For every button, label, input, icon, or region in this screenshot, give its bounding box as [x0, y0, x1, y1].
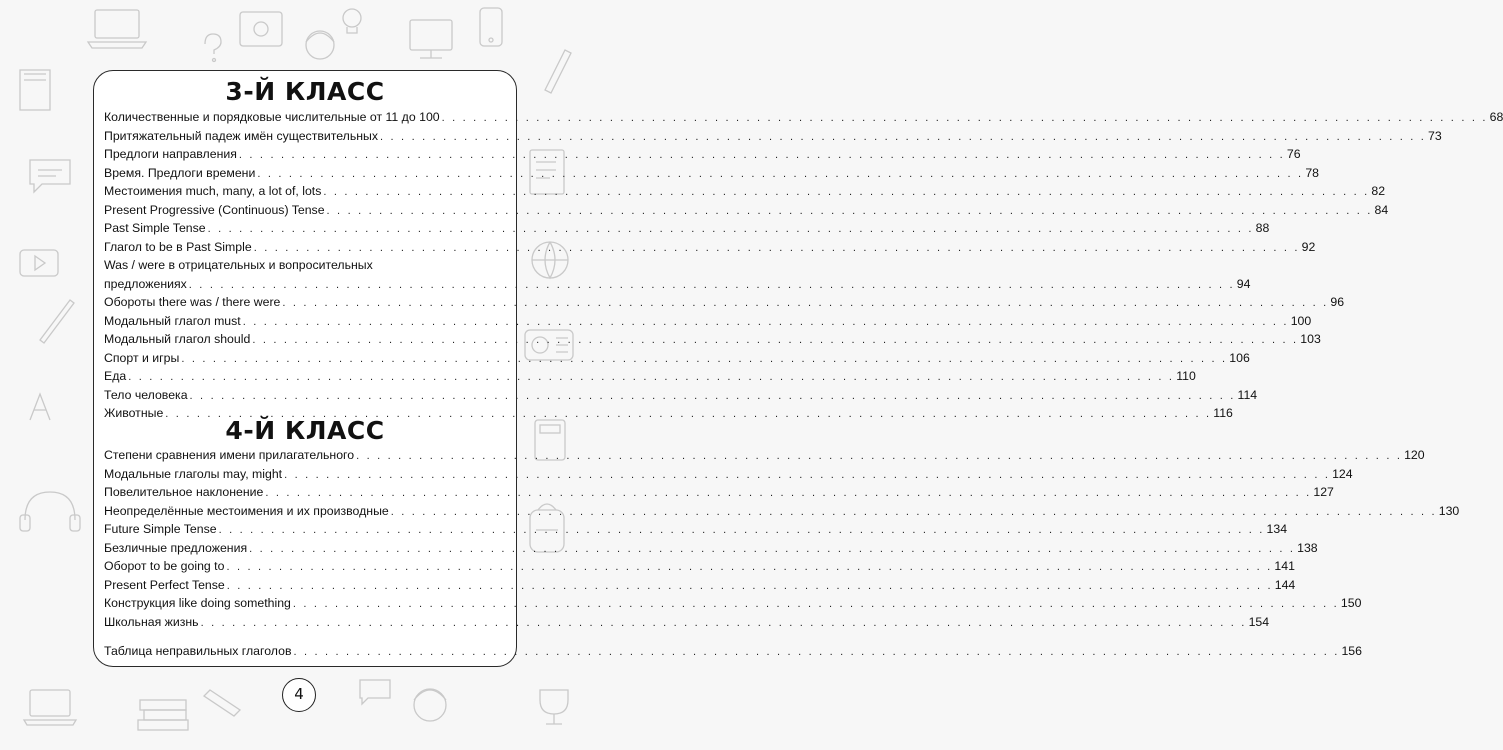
dot-leader	[243, 316, 1289, 328]
dot-leader	[293, 598, 1339, 610]
toc-entry-page: 124	[1332, 466, 1353, 481]
dot-leader	[442, 112, 1488, 124]
toc-entry[interactable]	[104, 276, 1251, 296]
toc-entry-title: Притяжательный падеж имён существительных	[104, 128, 379, 143]
grade3-heading: 3-Й КЛАСС	[225, 77, 385, 106]
student-face-icon	[414, 689, 446, 721]
pencil-icon	[545, 50, 571, 93]
dot-leader	[227, 580, 1273, 592]
dot-leader	[257, 168, 1303, 180]
face-icon	[306, 31, 334, 59]
toc-entry[interactable]	[104, 596, 1362, 615]
toc-entry-page: 138	[1297, 540, 1318, 555]
toc-entry-title: Таблица неправильных глаголов	[104, 644, 292, 658]
toc-entry-title: Present Progressive (Continuous) Tense	[104, 202, 325, 217]
toc-entry-title: Еда	[104, 369, 127, 383]
toc-entry-page: 110	[1176, 369, 1196, 383]
play-button-icon	[20, 250, 58, 276]
dot-leader	[327, 205, 1373, 217]
toc-entry[interactable]	[104, 184, 1386, 203]
dot-leader	[254, 242, 1300, 254]
toc-entry[interactable]	[104, 614, 1270, 634]
toc-entry-title: Модальный глагол must	[104, 313, 241, 328]
toc-entry-page: 88	[1255, 221, 1270, 235]
toc-entry-page: 76	[1286, 147, 1301, 161]
toc-entry-page: 73	[1428, 128, 1442, 143]
toc-entry-page: 84	[1374, 202, 1389, 217]
dot-leader	[239, 149, 1285, 161]
toc-entry[interactable]	[104, 369, 1196, 388]
toc-entry[interactable]	[104, 128, 1442, 148]
toc-entry[interactable]	[104, 295, 1345, 314]
dot-leader	[189, 279, 1235, 291]
toc-entry-page: 100	[1290, 313, 1312, 328]
toc-entry-page: 127	[1313, 485, 1334, 499]
toc-entry[interactable]	[104, 202, 1389, 222]
toc-entry-title: Модальный глагол should	[104, 332, 251, 346]
grade4-heading: 4-Й КЛАСС	[225, 416, 385, 445]
toc-entry[interactable]	[104, 559, 1295, 578]
toc-entry[interactable]	[104, 239, 1316, 259]
dot-leader	[249, 543, 1295, 555]
dot-leader	[128, 371, 1174, 383]
toc-entry[interactable]	[104, 332, 1321, 351]
spacer	[104, 633, 506, 644]
toc-entry[interactable]	[104, 110, 1503, 129]
toc-entry[interactable]	[104, 350, 1250, 370]
toc-entry-page: 141	[1274, 559, 1295, 573]
toc-entry-appendix[interactable]	[104, 644, 1362, 663]
toc-entry-title: Степени сравнения имени прилагательного	[104, 448, 355, 462]
toc-entry-page: 92	[1301, 239, 1316, 254]
toc-entry-title: Повелительное наклонение	[104, 485, 264, 499]
toc-entry-title: Животные	[104, 406, 164, 420]
toc-entry[interactable]	[104, 165, 1320, 185]
toc-entry-title: Конструкция like doing something	[104, 596, 291, 610]
toc-entry-page: 144	[1274, 577, 1296, 592]
a-letter-icon	[30, 394, 50, 420]
toc-entry[interactable]	[104, 147, 1301, 166]
toc-entry-title: Future Simple Tense	[104, 522, 217, 536]
page-number-badge: 4	[282, 678, 316, 712]
phone-icon	[480, 8, 502, 46]
tablet-icon	[240, 12, 282, 46]
book-icon	[20, 70, 50, 110]
toc-entry-page: 116	[1213, 406, 1233, 420]
toc-entry-page: 114	[1237, 387, 1258, 402]
hi-bubble-icon	[360, 680, 390, 704]
laptop-icon	[88, 10, 146, 48]
pen-icon	[40, 300, 74, 343]
toc-entry-title: Тело человека	[104, 387, 188, 402]
table-of-contents-card	[93, 70, 1503, 667]
dot-leader	[284, 469, 1330, 481]
dot-leader	[226, 561, 1272, 573]
toc-entry[interactable]	[104, 540, 1318, 560]
lightbulb-icon	[343, 9, 361, 33]
toc-entry-title: Обороты there was / there were	[104, 295, 281, 309]
dot-leader	[208, 223, 1254, 235]
toc-entry-page: 156	[1341, 644, 1362, 658]
toc-entry-page: 130	[1438, 503, 1460, 518]
toc-entry-title: Безличные предложения	[104, 540, 248, 555]
toc-entry-page: 82	[1371, 184, 1386, 198]
toc-entry-page: 78	[1305, 165, 1320, 180]
dot-leader	[293, 646, 1339, 658]
toc-entry-page: 94	[1236, 276, 1251, 291]
book-stack-icon	[138, 700, 188, 730]
toc-entry-title: Предлоги направления	[104, 147, 237, 161]
grade4-toc	[104, 448, 1460, 663]
toc-entry-title: Время. Предлоги времени	[104, 165, 256, 180]
toc-entry-page: 68	[1489, 110, 1503, 124]
dot-leader	[201, 617, 1247, 629]
toc-entry-page: 120	[1404, 448, 1425, 462]
question-mark-icon	[205, 34, 221, 62]
toc-entry[interactable]	[104, 313, 1312, 333]
laptop-bottom-icon	[24, 690, 76, 725]
dot-leader	[282, 297, 1328, 309]
toc-entry[interactable]	[104, 448, 1425, 467]
dot-leader	[391, 506, 1437, 518]
toc-entry-title: Количественные и порядковые числительные от 11 до 100	[104, 110, 440, 124]
toc-entry-first-line[interactable]	[104, 258, 506, 277]
toc-entry-page: 134	[1266, 522, 1288, 536]
trophy-icon	[540, 690, 568, 724]
toc-entry[interactable]	[104, 221, 1270, 240]
toc-entry-title: Школьная жизнь	[104, 614, 199, 629]
toc-entry-page: 103	[1300, 332, 1321, 346]
grade3-toc	[104, 110, 1503, 425]
dot-leader	[380, 131, 1426, 143]
dot-leader	[356, 450, 1402, 462]
toc-entry-page: 96	[1330, 295, 1345, 309]
toc-entry-title: Неопределённые местоимения и их производные	[104, 503, 389, 518]
toc-entry-page: 106	[1229, 350, 1250, 365]
headphones-icon	[20, 492, 80, 531]
toc-entry[interactable]	[104, 387, 1258, 407]
toc-entry[interactable]	[104, 522, 1288, 541]
toc-entry-title: Past Simple Tense	[104, 221, 206, 235]
toc-entry-title: Модальные глаголы may, might	[104, 466, 283, 481]
dot-leader	[181, 353, 1227, 365]
dot-leader	[265, 487, 1311, 499]
toc-entry[interactable]	[104, 466, 1353, 486]
dot-leader	[323, 186, 1369, 198]
toc-entry-page: 154	[1248, 614, 1270, 629]
graduation-scroll-icon	[204, 690, 240, 716]
toc-entry-page: 150	[1340, 596, 1362, 610]
toc-entry[interactable]	[104, 577, 1296, 597]
toc-entry-title: предложениях	[104, 276, 187, 291]
monitor-icon	[410, 20, 452, 58]
toc-entry[interactable]	[104, 503, 1460, 523]
toc-entry-title-line1: Was / were в отрицательных и вопросительных	[104, 258, 373, 272]
dot-leader	[219, 524, 1265, 536]
toc-entry-title: Глагол to be в Past Simple	[104, 239, 252, 254]
toc-entry-title: Спорт и игры	[104, 350, 180, 365]
dot-leader	[190, 390, 1236, 402]
toc-entry[interactable]	[104, 485, 1334, 504]
chat-bubble-icon	[30, 160, 70, 192]
toc-entry-title: Оборот to be going to	[104, 559, 225, 573]
dot-leader	[252, 334, 1298, 346]
toc-entry-title: Present Perfect Tense	[104, 577, 225, 592]
toc-entry-title: Местоимения much, many, a lot of, lots	[104, 184, 322, 198]
